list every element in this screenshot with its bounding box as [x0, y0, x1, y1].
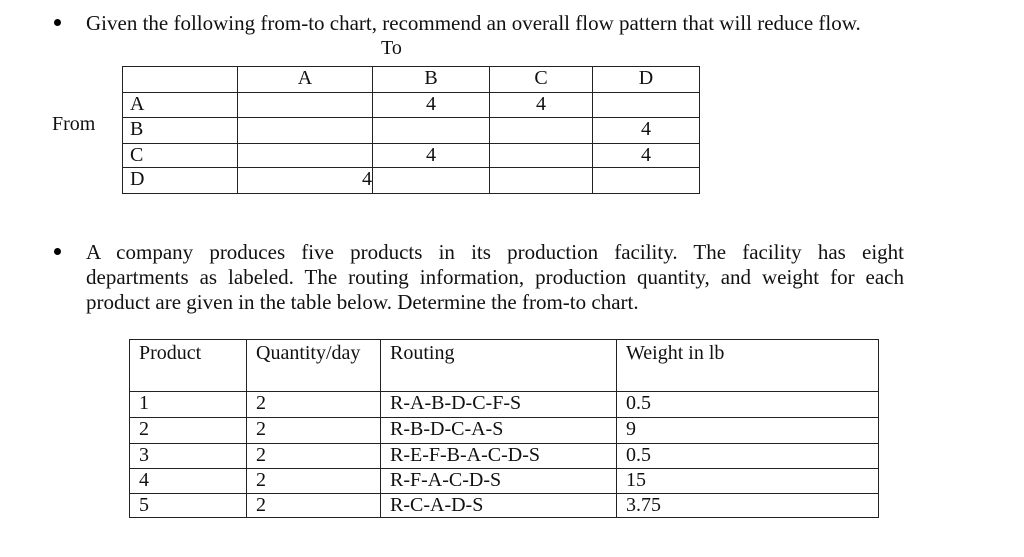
column-header: C	[490, 67, 593, 93]
table-cell: 2	[247, 418, 381, 444]
table-cell	[238, 93, 373, 118]
bullet	[54, 19, 61, 26]
table-row	[130, 469, 879, 494]
to-label: To	[381, 37, 402, 59]
table-row	[130, 392, 879, 418]
bullet	[54, 248, 61, 255]
table-cell: 2	[130, 418, 247, 444]
column-header: A	[238, 67, 373, 93]
row-label: D	[123, 168, 238, 194]
table-row	[123, 93, 700, 118]
column-header: D	[593, 67, 700, 93]
table-row	[123, 144, 700, 168]
text-line: product are given in the table below. Determine the from-to chart.	[86, 290, 639, 314]
table-cell: 2	[247, 392, 381, 418]
product-table	[129, 339, 879, 518]
table-cell: R-F-A-C-D-S	[381, 469, 617, 494]
row-label: C	[123, 144, 238, 168]
column-header: Routing	[381, 340, 617, 392]
table-cell: R-E-F-B-A-C-D-S	[381, 444, 617, 469]
table-cell: 4	[373, 144, 490, 168]
table-cell	[238, 118, 373, 144]
table-cell	[593, 168, 700, 194]
table-cell: 0.5	[617, 392, 879, 418]
question-1-text: Given the following from-to chart, recommend an overall flow pattern that will reduce flow.	[86, 11, 861, 35]
table-cell	[490, 144, 593, 168]
table-cell: R-C-A-D-S	[381, 494, 617, 518]
column-header: Product	[130, 340, 247, 392]
table-cell: 2	[247, 444, 381, 469]
table-cell: 4	[373, 93, 490, 118]
table-cell: R-B-D-C-A-S	[381, 418, 617, 444]
column-header: Weight in lb	[617, 340, 879, 392]
table-row	[130, 418, 879, 444]
row-label: A	[123, 93, 238, 118]
table-cell: 3.75	[617, 494, 879, 518]
table-row	[130, 444, 879, 469]
corner-cell	[123, 67, 238, 93]
table-cell	[490, 118, 593, 144]
table-cell: R-A-B-D-C-F-S	[381, 392, 617, 418]
table-cell	[373, 118, 490, 144]
from-label: From	[52, 113, 96, 135]
table-cell	[373, 168, 490, 194]
column-header: Quantity/day	[247, 340, 381, 392]
table-cell	[490, 168, 593, 194]
table-cell: 4	[593, 118, 700, 144]
table-cell: 4	[238, 168, 373, 194]
column-header: B	[373, 67, 490, 93]
table-cell: 15	[617, 469, 879, 494]
table-cell: 0.5	[617, 444, 879, 469]
table-cell: 4	[130, 469, 247, 494]
table-row	[123, 168, 700, 194]
from-to-chart	[122, 66, 700, 194]
text-line: A company produces five products in its production facility. The facility has eight	[86, 240, 904, 264]
table-cell: 5	[130, 494, 247, 518]
table-cell	[593, 93, 700, 118]
table-cell: 4	[490, 93, 593, 118]
table-row	[130, 494, 879, 518]
table-cell: 1	[130, 392, 247, 418]
table-row	[123, 118, 700, 144]
table-cell: 9	[617, 418, 879, 444]
question-2-text	[86, 240, 904, 315]
table-cell	[238, 144, 373, 168]
table-cell: 4	[593, 144, 700, 168]
table-cell: 3	[130, 444, 247, 469]
row-label: B	[123, 118, 238, 144]
text-line: departments as labeled. The routing information, production quantity, and weight for each	[86, 265, 904, 289]
table-cell: 2	[247, 494, 381, 518]
table-cell: 2	[247, 469, 381, 494]
